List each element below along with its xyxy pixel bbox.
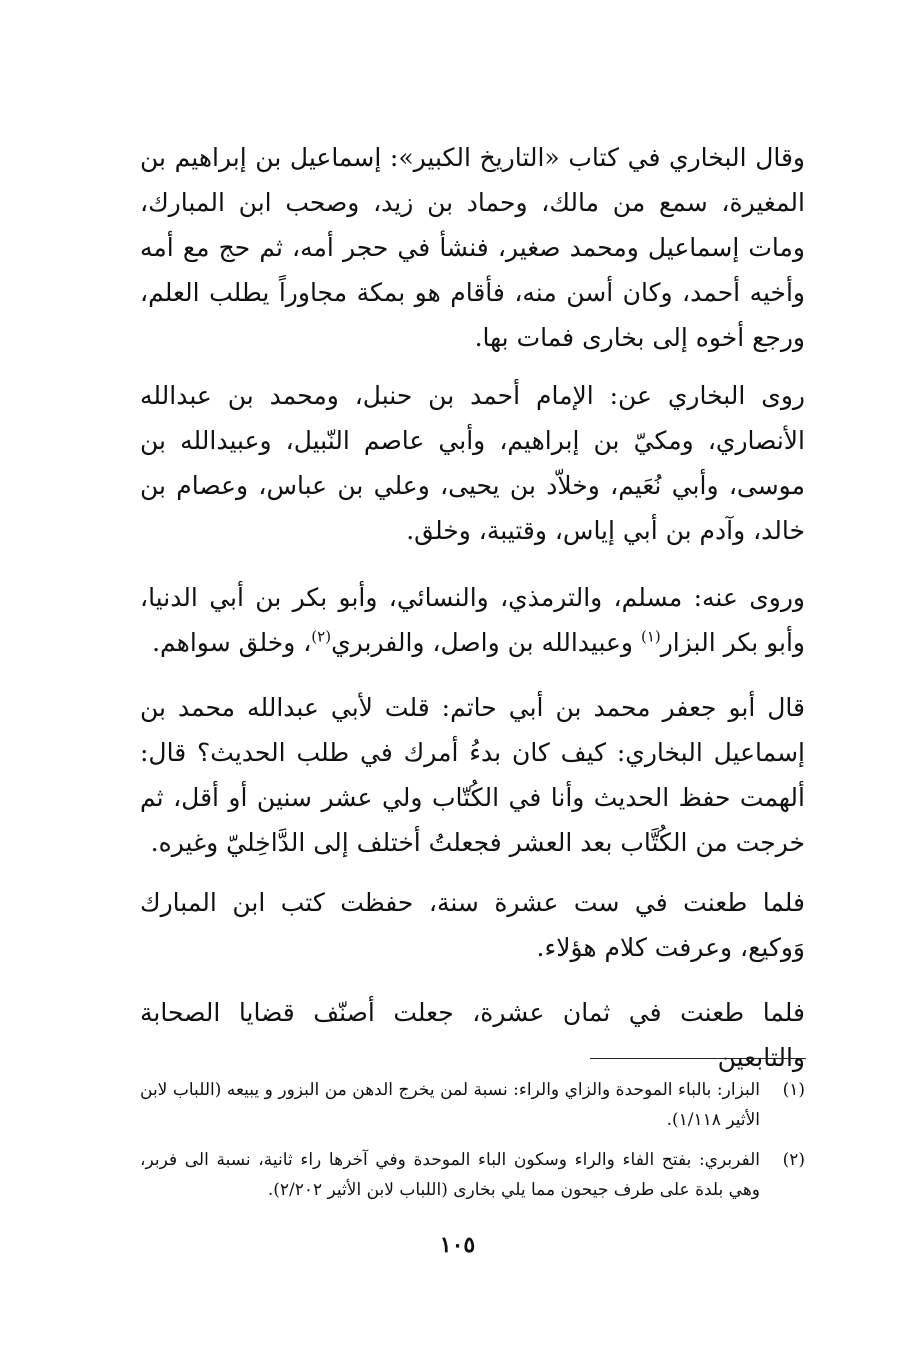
- narrators-text-part3: ، وخلق سواهم.: [152, 628, 312, 657]
- narrators-text-part1: وروى عنه: مسلم، والترمذي، والنسائي، وأبو بكر بن أبي الدنيا، وأبو بكر البزار: [140, 583, 805, 657]
- footnote-ref-1[interactable]: (١): [640, 627, 661, 646]
- paragraph-age-sixteen: فلما طعنت في ست عشرة سنة، حفظت كتب ابن المبارك وَوكيع، وعرفت كلام هؤلاء.: [140, 888, 805, 962]
- footnote-text: الفربري: بفتح الفاء والراء وسكون الباء الموحدة وفي آخرها راء ثانية، نسبة الى فربر، وهي بلدة على طرف جيحون مما يلي بخارى (اللباب لابن الأثير ٢/٢٠٢).: [140, 1150, 760, 1200]
- footnote-number: (١): [782, 1080, 805, 1100]
- footnote-2: [140, 1145, 805, 1205]
- footnote-number: (٢): [782, 1150, 805, 1170]
- footnote-ref-2[interactable]: (٢): [311, 627, 332, 646]
- paragraph-tarikh-kabir: وقال البخاري في كتاب «التاريخ الكبير»: إسماعيل بن إبراهيم بن المغيرة، سمع من مالك، وحماد بن زيد، وصحب ابن المبارك، ومات إسماعيل ومحمد صغير، فنشأ في حجر أمه، ثم حج مع أمه وأخيه أحمد، وكان أسن منه، فأقام هو بمكة مجاوراً يطلب العلم، ورجع أخوه إلى بخارى فمات بها.: [140, 143, 805, 352]
- paragraph-age-eighteen: فلما طعنت في ثمان عشرة، جعلت أصنّف قضايا الصحابة والتابعين: [140, 998, 805, 1072]
- paragraph-abu-jafar: قال أبو جعفر محمد بن أبي حاتم: قلت لأبي عبدالله محمد بن إسماعيل البخاري: كيف كان بدءُ أمرك في طلب الحديث؟ قال: ألهمت حفظ الحديث وأنا في الكُتّاب ولي عشر سنين أو أقل، ثم خرجت من الكُتَّاب بعد العشر فجعلتُ أختلف إلى الدَّاخِليّ وغيره.: [140, 693, 805, 857]
- narrators-text-part2: وعبيدالله بن واصل، والفربري: [331, 628, 641, 657]
- footnote-1: [140, 1075, 805, 1135]
- footnote-divider: [590, 1058, 806, 1059]
- page-number: ١٠٥: [439, 1232, 476, 1258]
- footnote-text: البزار: بالباء الموحدة والزاي والراء: نسبة لمن يخرج الدهن من البزور و يبيعه (اللباب لابن الأثير ١/١١٨).: [140, 1080, 760, 1130]
- paragraph-narrated-from: روى البخاري عن: الإمام أحمد بن حنبل، ومحمد بن عبدالله الأنصاري، ومكيّ بن إبراهيم، وأبي عاصم النّبيل، وعبيدالله بن موسى، وأبي نُعَيم، وخلاّد بن يحيى، وعلي بن عباس، وعصام بن خالد، وآدم بن أبي إياس، وقتيبة، وخلق.: [140, 381, 805, 545]
- paragraph-narrators-from-him: [140, 575, 805, 665]
